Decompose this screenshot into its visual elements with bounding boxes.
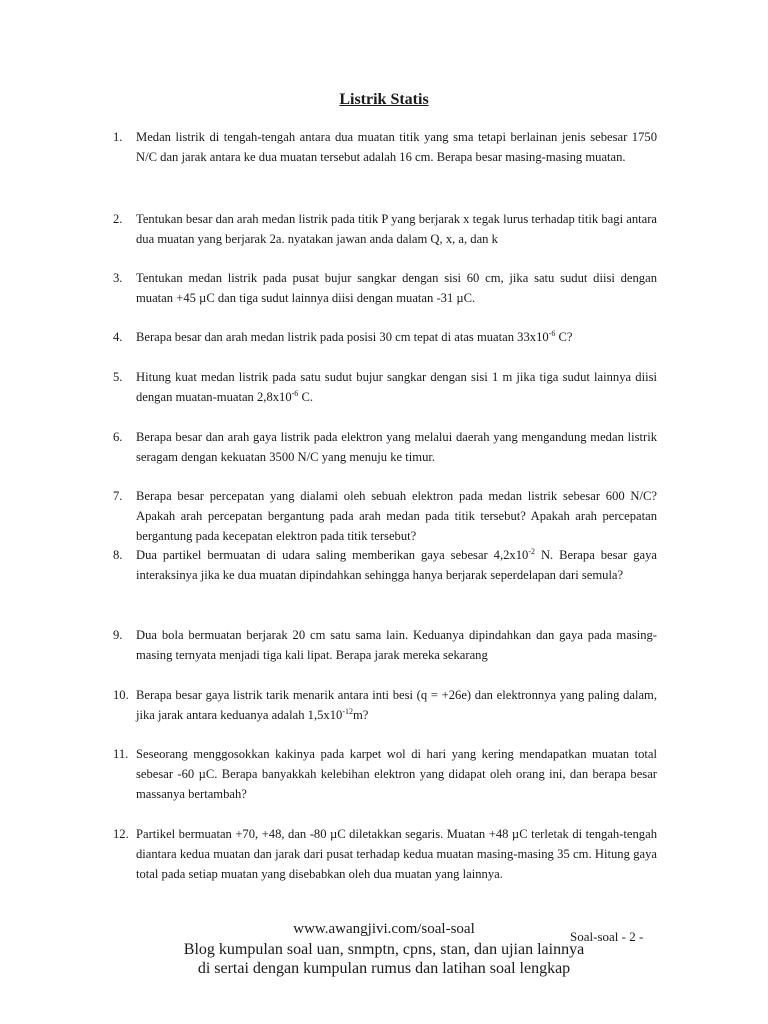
question-text (136, 367, 657, 407)
question-text: Seseorang menggosokkan kakinya pada karpet wol di hari yang kering mendapatkan muatan total sebesar -60 µC. Berapa banyakkah kelebihan elektron yang didapat oleh orang ini, dan berapa besar massanya bertambah? (136, 747, 657, 801)
question-text: Berapa besar dan arah gaya listrik pada elektron yang melalui daerah yang mengandung medan listrik seragam dengan kekuatan 3500 N/C yang menuju ke timur. (136, 430, 657, 464)
question-10 (113, 685, 657, 725)
question-text-part: C. (298, 390, 314, 404)
question-text-part: Berapa besar dan arah medan listrik pada posisi 30 cm tepat di atas muatan 33x10 (136, 330, 549, 344)
question-text-part: N. Berapa besar gaya interaksinya jika ke dua muatan dipindahkan sehingga hanya berjarak seperdelapan dari semula? (136, 548, 658, 582)
question-text-part: Dua partikel bermuatan di udara saling memberikan gaya sebesar 4,2x10 (136, 548, 529, 562)
page-title: Listrik Statis (339, 91, 429, 108)
question-number: 8. (113, 548, 123, 562)
question-number: 5. (113, 370, 123, 384)
question-8 (113, 545, 657, 585)
footer-blog-line: Blog kumpulan soal uan, snmptn, cpns, stan, dan ujian lainnya (183, 941, 585, 958)
exponent: -2 (528, 546, 535, 556)
exponent: -6 (291, 388, 299, 398)
question-9 (113, 625, 657, 665)
question-number: 7. (113, 489, 123, 503)
question-text (136, 545, 657, 585)
question-text: Partikel bermuatan +70, +48, dan -80 µC diletakkan segaris. Muatan +48 µC terletak di tengah-tengah diantara kedua muatan dan jarak dari pusat terhadap kedua muatan masing-masing 35 cm. Hitung gaya total pada setiap muatan yang disebabkan oleh dua muatan yang lainnya. (136, 827, 657, 881)
question-text (136, 327, 657, 347)
question-number: 11. (113, 747, 129, 761)
question-number: 6. (113, 430, 123, 444)
question-text-part: Berapa besar gaya listrik tarik menarik antara inti besi (q = +26e) dan elektronnya yang paling dalam, jika jarak antara keduanya adalah 1,5x10 (136, 688, 657, 722)
question-7 (113, 486, 657, 546)
question-number: 10. (113, 688, 129, 702)
question-number: 9. (113, 628, 123, 642)
question-4 (113, 327, 657, 347)
question-text-part: m? (352, 708, 369, 722)
exponent: -6 (548, 328, 556, 338)
question-text-part: Hitung kuat medan listrik pada satu sudut bujur sangkar dengan sisi 1 m jika tiga sudut lainnya diisi dengan muatan-muatan 2,8x10 (136, 370, 657, 404)
question-text: Tentukan besar dan arah medan listrik pada titik P yang berjarak x tegak lurus terhadap titik bagi antara dua muatan yang berjarak 2a. nyatakan jawan anda dalam Q, x, a, dan k (136, 212, 657, 246)
footer-blog-text (0, 940, 768, 978)
question-12 (113, 824, 657, 884)
question-text-part: C? (555, 330, 573, 344)
footer-blog-line: di sertai dengan kumpulan rumus dan latihan soal lengkap (197, 960, 571, 977)
question-6 (113, 427, 657, 467)
question-number: 4. (113, 330, 123, 344)
question-number: 2. (113, 212, 123, 226)
footer-url[interactable]: www.awangjivi.com/soal-soal (293, 921, 475, 937)
question-3 (113, 268, 657, 308)
question-5 (113, 367, 657, 407)
question-1 (113, 127, 657, 167)
question-number: 1. (113, 130, 123, 144)
question-text: Medan listrik di tengah-tengah antara dua muatan titik yang sma tetapi berlainan jenis sebesar 1750 N/C dan jarak antara ke dua muatan tersebut adalah 16 cm. Berapa besar masing-masing muatan. (136, 130, 657, 164)
question-number: 12. (113, 827, 129, 841)
question-number: 3. (113, 271, 123, 285)
question-text (136, 685, 657, 725)
question-text: Berapa besar percepatan yang dialami oleh sebuah elektron pada medan listrik sebesar 600 N/C? Apakah arah percepatan bergantung pada arah medan pada titik tersebut? Apakah arah percepatan bergantung pada kecepatan elektron pada titik tersebut? (136, 489, 657, 543)
question-11 (113, 744, 657, 804)
question-text: Tentukan medan listrik pada pusat bujur sangkar dengan sisi 60 cm, jika satu sudut diisi dengan muatan +45 µC dan tiga sudut lainnya diisi dengan muatan -31 µC. (136, 271, 657, 305)
page-number: Soal-soal - 2 - (570, 929, 644, 944)
exponent: -12 (342, 706, 353, 716)
question-text: Dua bola bermuatan berjarak 20 cm satu sama lain. Keduanya dipindahkan dan gaya pada masing-masing ternyata menjadi tiga kali lipat. Berapa jarak mereka sekarang (136, 628, 657, 662)
question-2 (113, 209, 657, 249)
